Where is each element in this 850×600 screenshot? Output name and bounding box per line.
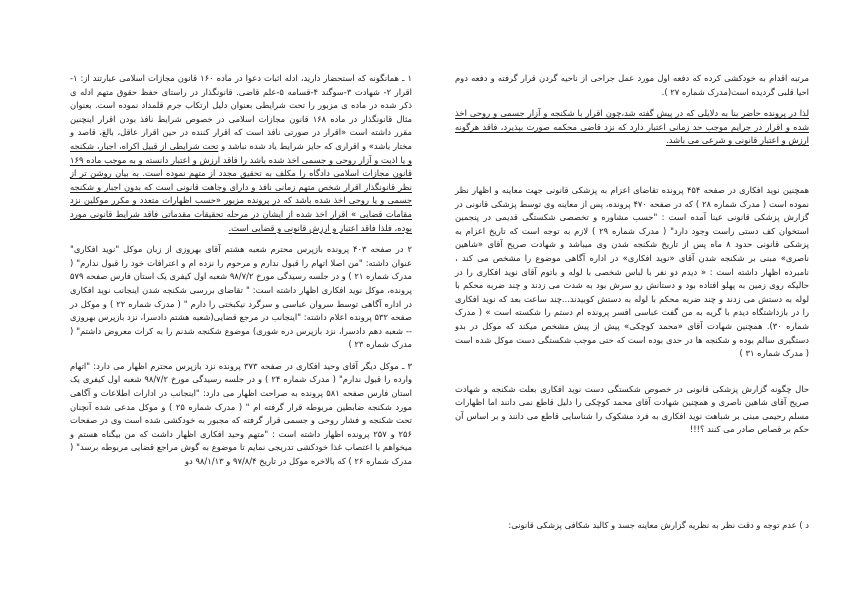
paragraph-forensic-report: همچنین نوید افکاری در صفحه ۴۵۴ پرونده تقاضای اعزام به پزشکی قانونی جهت معاینه و اظهار نظر نموده است ( مدرک شماره ۲۸ ) که در صفحه ۴۷۰ پرونده، پس از معاینه وی توسط پزشکی قانونی در گزارش پزشکی قانونی عینا آمده است : "حسب مشاوره و تخصصی شکستگی قدیمی در پنجمین استخوان کف دستی راست وجود دارد" ( مدرک شماره ۲۹ ) لازم به توجه است که تاریخ اعزام به پزشکی قانونی حدود ۸ ماه پس از تاریخ شکنجه شدن وی میباشد و شهادت صریح آقای «شاهین ناصری» مبنی بر شکنجه شدن آقای «نوید افکاری» در اداره آگاهی موضوع را مشخص می کند ، نامبرده اظهار داشته است : « دیدم دو نفر با لباس شخصی با لوله و باتوم آقای نوید افکاری را در حالیکه روی زمین به پهلو افتاده بود و دستانش رو سرش بود به شدت می زدند و چند ضربه محکم با لوله به دستش می زدند و چند ضربه محکم با لوله به دستش کوبیدند...چند ساعت بعد که نوید افکاری را در بازداشتگاه دیدم با گریه به من گفت عباسی افسر پرونده ام دستم را شکسته است » ( مدرک شماره ۳۰). همچنین شهادت آقای «محمد کوچکی» پیش از پیش مشخص میکند که موکل در بدو دستگیری سالم بوده و شکنجه ها در حدی بوده است که حتی موجب شکستگی دست موکل شده است ( مدرک شماره ۳۱ ) <box>455 184 810 359</box>
left-column <box>70 72 412 469</box>
paragraph-navid-statement: ۲ در صفحه ۴۰۳ پرونده بازپرس محترم شعبه هشتم آقای بهروزی از زبان موکل "نوید افکاری" عنوان داشته: "من اصلا اتهام را قبول ندارم و مرحوم را نزده ام و اعترافات خود را قبول ندارم" ( مدرک شماره ۲۱ ) و در جلسه رسیدگی مورخ ۹۸/۷/۲ شعبه اول کیفری یک استان فارس صفحه ۵۷۹ پرونده، موکل نوید افکاری اظهار داشته است: " تقاضای بررسی شکنجه شدن اینجانب نوید افکاری در اداره آگاهی توسط سروان عباسی و سرگرد نیکبختی را دارم " ( مدرک شماره ۲۲ ) و موکل در صفحه ۵۳۲ پرونده اعلام داشته: "اینجانب در مرجع قضایی(شعبه هشتم دادسرا، نزد بازپرس بهروزی -- شعبه دهم دادسرا، نزد بازپرس دره شوری) موضوع شکنجه شدنم را به کرات معروض داشتم" ( مدرک شماره ۲۳ ) <box>70 244 412 350</box>
right-column <box>455 72 809 437</box>
paragraph-vahid-statement: ۳ ـ موکل دیگر آقای وحید افکاری در صفحه ۳۷۳ پرونده نزد بازپرس محترم اظهار می دارد: "اتهام وارده را قبول ندارم" ( مدرک شماره ۲۴ ) و در جلسه رسیدگی مورخ ۹۸/۷/۲ شعبه اول کیفری یک استان فارس صفحه ۵۸۱ پرونده به صراحت اظهار می دارد: "اینجانب در ادارات اطلاعات و آگاهی مورد شکنجه ضابطین مربوطه قرار گرفته ام " ( مدرک شماره ۲۵ ) و موکل مدعی شده آنچنان تحت شکنجه و فشار روحی و جسمی قرار گرفته که مجبور به خودکشی شده است وی در صفحات ۲۵۶ و ۲۵۷ پرونده اظهار داشته است : "متهم وحید افکاری اظهار داشت که من بیگناه هستم و میخواهم با اعتصاب غذا خودکشی تدریجی نمایم تا موضوع به گوش مراجع قضایی مربوطه برسد" ( مدرک شماره ۲۶ ) که بالاخره موکل در تاریخ ۹۷/۸/۴ و ۹۸/۱/۱۳ دو <box>70 360 413 467</box>
paragraph-confession-invalid: لذا در پرونده حاضر بنا به دلایلی که در پیش گفته شد،چون اقرار با شکنجه و آزار جسمی و روحی اخذ شده و اقرار در جرایم موجب حد زمانی اعتبار دارد که نزد قاضی محکمه صورت بپذیرد، فاقد هرگونه ارزش و اعتبار قانونی و شرعی می باشد. <box>455 108 809 146</box>
paragraph-question: حال چگونه گزارش پزشکی قانونی در خصوص شکستگی دست نوید افکاری بعلت شکنجه و شهادت صریح آقای شاهین ناصری و همچنین شهادت آقای محمد کوچکی را دلیل قاطع نمی دانند اما اظهارات مسلم رحیمی مبنی بر شباهت نوید افکاری به فرد مشکوک را شناسایی قاطع می دانند و بر اساس آن حکم بر قصاص صادر می کنند ؟!!! <box>455 383 809 435</box>
section-heading-d: د ) عدم توجه و دقت نظر به نظریه گزارش معاینه جسد و کالبد شکافی پزشکی قانونی: <box>508 520 809 531</box>
paragraph-evidence-law <box>70 72 412 235</box>
paragraph-suicide-attempts: مرتبه اقدام به خودکشی کرده که دفعه اول مورد عمل جراحی از ناحیه گردن قرار گرفته و دفعه دوم احیا قلبی گردیده است(مدرک شماره ۲۷ ). <box>455 73 809 97</box>
paragraph-evidence-law-underlined: تحت شرایطی از قبیل اکراه، اجبار، شکنجه و یا اذیت و آزار روحی و جسمی اخذ شده باشد را فاقد ارزش و اعتبار دانسته و به موجب ماده ۱۶۹ قانون مجازات اسلامی دادگاه را مکلف به تحقیق مجدد از متهم نموده است. به بیان روشن تر از نظر قانونگذار اقرار شخص متهم زمانی نافذ و دارای وجاهت قانونی است که بدون اجبار و شکنجه جسمی و یا روحی اخذ شده باشد که در پرونده مزبور «حسب اظهارات متعدد و مکرر موکلین نزد مقامات قضایی » اقرار اخذ شده از ایشان در مرحله تحقیقات مقدماتی فاقد شرایط قانونی مورد بوده، فلذا فاقد اعتبار و ارزش قانونی و قضایی است. <box>70 140 412 233</box>
paragraph-evidence-law-plain: ۱ ـ همانگونه که استحضار دارید، ادله اثبات دعوا در ماده ۱۶۰ قانون مجازات اسلامی عبارتند از: ۱-اقرار ۲- شهادت ۳-سوگند ۴-قسامه ۵-علم قاضی. قانونگذار در راستای حفظ حقوق متهم ادله ی ذکر شده در ماده ی مزبور را تحت شرایطی بعنوان دلیل ارتکاب جرم قلمداد نموده است. بعنوان مثال قانونگذار در ماده ۱۶۸ قانون مجازات اسلامی در خصوص شرایط نافذ بودن اقرار اینچنین مقرر داشته است «اقرار در صورتی نافذ است که اقرار کننده در حین اقرار عاقل، بالغ، قاصد و مختار باشد» و اقراری که حایز شرایط یاد شده نباشد و <box>70 73 413 151</box>
